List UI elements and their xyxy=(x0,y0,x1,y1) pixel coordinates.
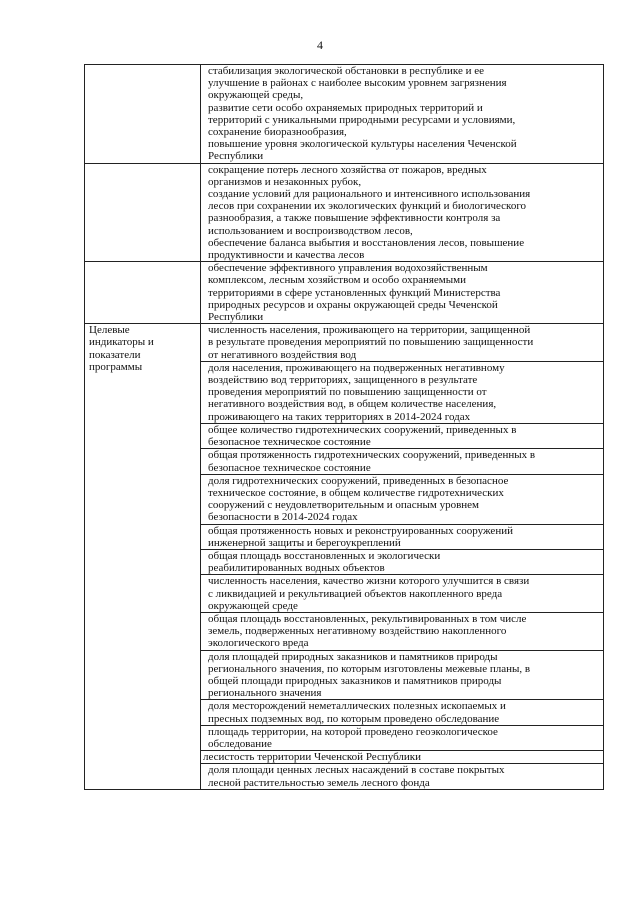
table-cell-text: доля гидротехнических сооружений, приведенных в безопасное техническое состояние, в общем количестве гидротехнических сооружений с неудовлетворительным и опасным уровнем безопасности в 2014-2024 годах xyxy=(201,474,604,524)
table-cell-text: обеспечение эффективного управления водохозяйственным комплексом, лесным хозяйством и особо охраняемыми территориями в сфере установленных функций Министерства природных ресурсов и охраны окружающей среды Чеченской Республики xyxy=(201,262,604,324)
table-cell-text: доля площади ценных лесных насаждений в составе покрытых лесной растительностью земель лесного фонда xyxy=(201,764,604,789)
section-label-cell xyxy=(85,262,201,324)
table-row xyxy=(85,65,604,164)
section-label-cell xyxy=(85,65,201,164)
table-cell-text: общая протяженность новых и реконструированных сооружений инженерной защиты и берегоукреплений xyxy=(201,524,604,549)
table-row xyxy=(85,324,604,362)
table-cell-text: доля населения, проживающего на подверженных негативному воздействию вод территориях, защищенного в результате проведения мероприятий по повышению защищенности от негативного воздействия вод, в общем количестве населения, проживающего на таких территориях в 2014-2024 годах xyxy=(201,361,604,423)
table-cell-text: численность населения, качество жизни которого улучшится в связи с ликвидацией и рекультивацией объектов накопленного вреда окружающей среде xyxy=(201,575,604,613)
program-passport-table xyxy=(84,64,604,790)
page-number: 4 xyxy=(317,38,323,52)
table-cell-text: общее количество гидротехнических сооружений, приведенных в безопасное техническое состояние xyxy=(201,423,604,448)
table-cell-text: численность населения, проживающего на территории, защищенной в результате проведения мероприятий по повышению защищенности от негативного воздействия вод xyxy=(201,324,604,362)
table-row xyxy=(85,262,604,324)
table-cell-text: общая площадь восстановленных и экологически реабилитированных водных объектов xyxy=(201,549,604,574)
table-cell-text: площадь территории, на которой проведено геоэкологическое обследование xyxy=(201,725,604,750)
table-cell-text: доля площадей природных заказников и памятников природы регионального значения, по которым изготовлены межевые планы, в общей площади природных заказников и памятников природы регионального значения xyxy=(201,650,604,700)
table-cell-text: общая площадь восстановленных, рекультивированных в том числе земель, подверженных негативному воздействию накопленного экологического вреда xyxy=(201,612,604,650)
table-cell-text: общая протяженность гидротехнических сооружений, приведенных в безопасное техническое состояние xyxy=(201,449,604,474)
table-cell-text: лесистость территории Чеченской Республики xyxy=(201,751,604,764)
section-label-cell xyxy=(85,163,201,262)
section-label-cell: Целевые индикаторы и показатели программы xyxy=(85,324,201,790)
table-row xyxy=(85,163,604,262)
table-cell-text: стабилизация экологической обстановки в республике и ее улучшение в районах с наиболее высоким уровнем загрязнения окружающей среды, развитие сети особо охраняемых природных территорий и территорий с уникальными природными ресурсами и условиями, сохранение биоразнообразия, повышение уровня экологической культуры населения Чеченской Республики xyxy=(201,65,604,164)
table-cell-text: доля месторождений неметаллических полезных ископаемых и пресных подземных вод, по которым проведено обследование xyxy=(201,700,604,725)
table-cell-text: сокращение потерь лесного хозяйства от пожаров, вредных организмов и незаконных рубок, создание условий для рационального и интенсивного использования лесов при сохранении их экологических функций и биологического разнообразия, а также повышение эффективности контроля за использованием и воспроизводством лесов, обеспечение баланса выбытия и восстановления лесов, повышение продуктивности и качества лесов xyxy=(201,163,604,262)
